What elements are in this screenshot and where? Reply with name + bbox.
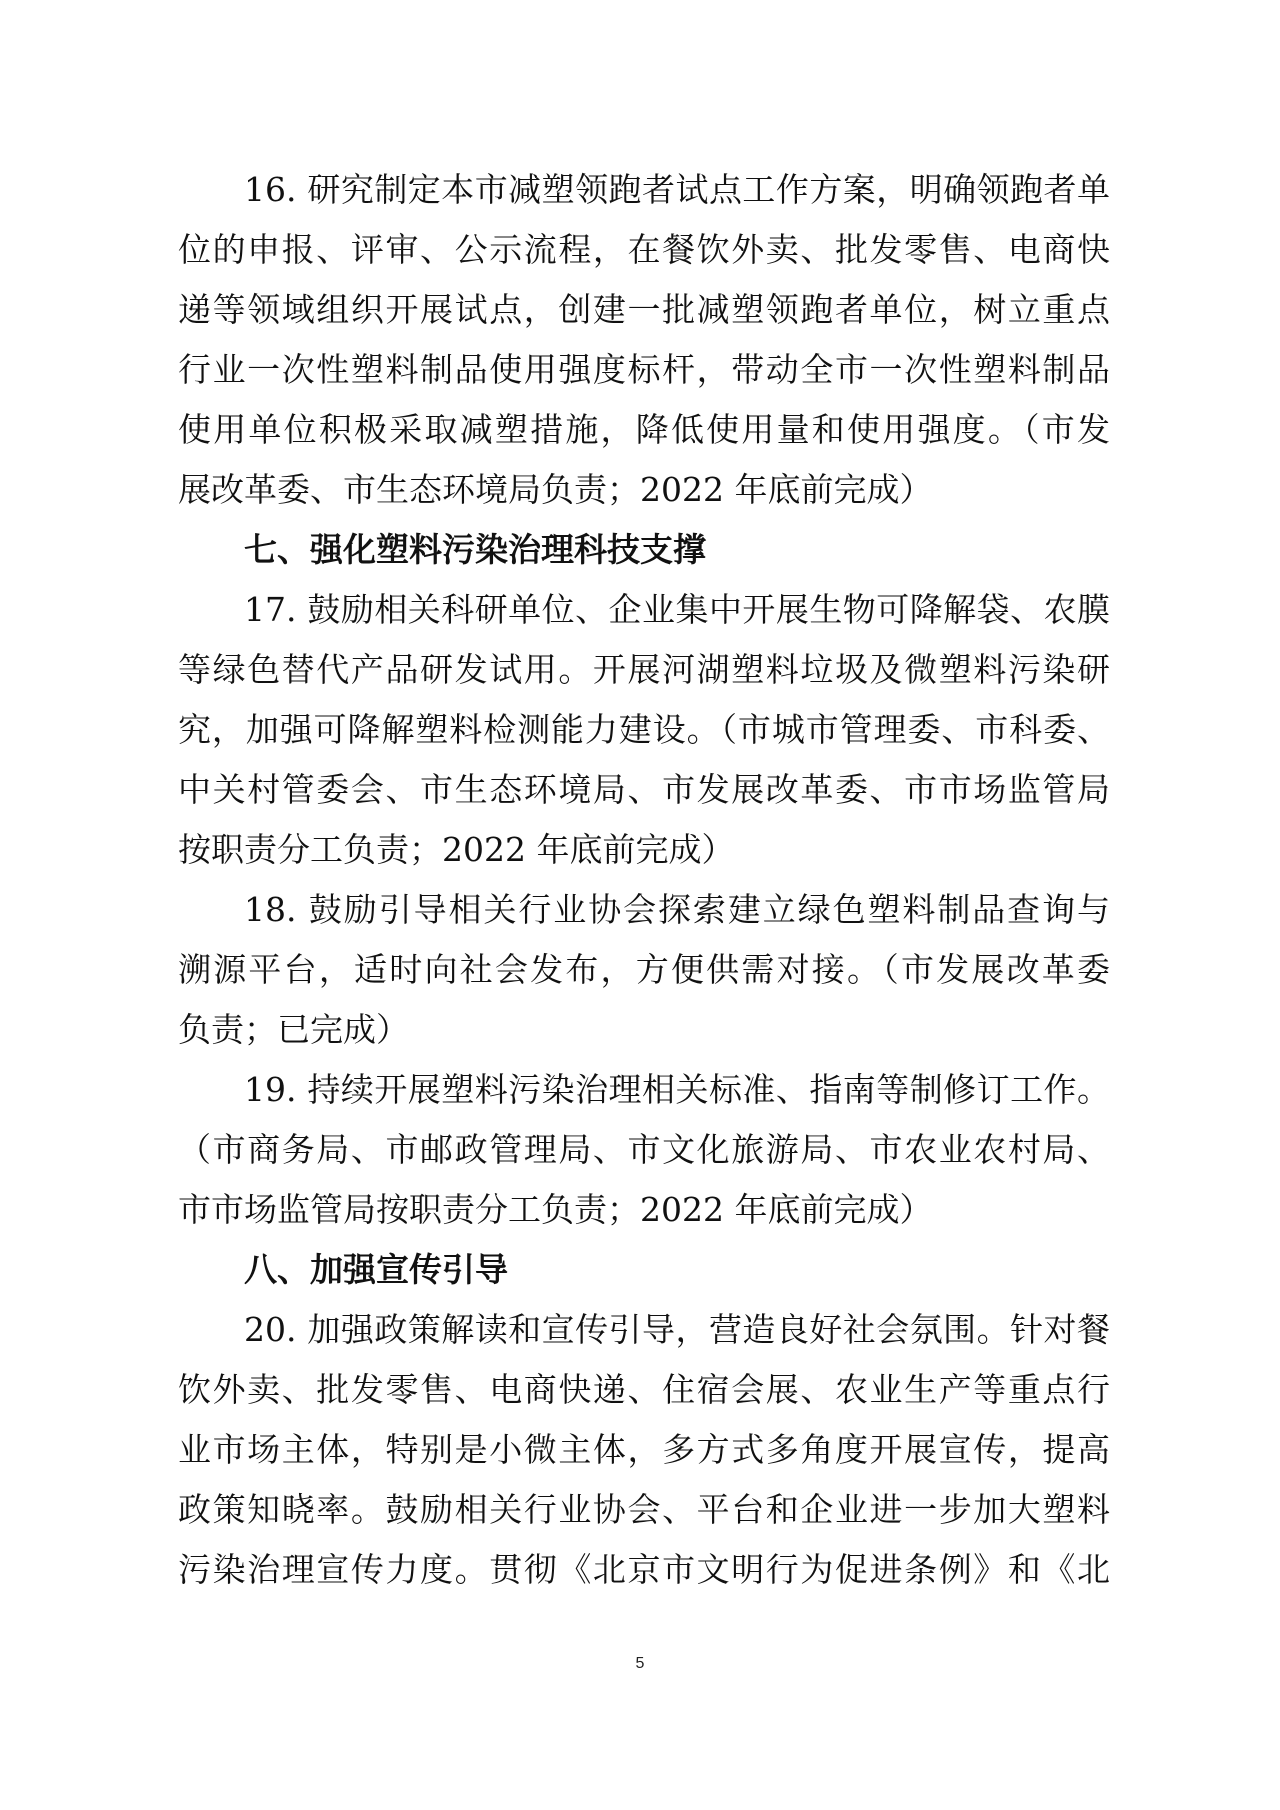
- text-line: 饮外卖、批发零售、电商快递、住宿会展、农业生产等重点行: [178, 1370, 1110, 1409]
- text-line: 中关村管委会、市生态环境局、市发展改革委、市市场监管局: [178, 770, 1110, 809]
- paragraph: [178, 160, 1110, 520]
- text-line: 递等领域组织开展试点，创建一批减塑领跑者单位，树立重点: [178, 290, 1110, 329]
- text-line: 20. 加强政策解读和宣传引导，营造良好社会氛围。针对餐: [244, 1310, 1110, 1349]
- paragraph: [178, 580, 1110, 880]
- text-line: 展改革委、市生态环境局负责；2022 年底前完成）: [178, 470, 933, 509]
- page-number: 5: [635, 1655, 645, 1672]
- text-line: 行业一次性塑料制品使用强度标杆，带动全市一次性塑料制品: [178, 350, 1110, 389]
- text-line: 18. 鼓励引导相关行业协会探索建立绿色塑料制品查询与: [244, 890, 1110, 929]
- text-line: 19. 持续开展塑料污染治理相关标准、指南等制修订工作。: [244, 1070, 1110, 1109]
- text-line: 位的申报、评审、公示流程，在餐饮外卖、批发零售、电商快: [178, 230, 1110, 269]
- paragraph: [178, 1300, 1110, 1600]
- text-line: 负责；已完成）: [178, 1010, 409, 1049]
- paragraph: [178, 880, 1110, 1060]
- paragraph: [178, 1060, 1110, 1240]
- text-line: 市市场监管局按职责分工负责；2022 年底前完成）: [178, 1190, 933, 1229]
- text-line: 政策知晓率。鼓励相关行业协会、平台和企业进一步加大塑料: [178, 1490, 1110, 1529]
- text-line: 16. 研究制定本市减塑领跑者试点工作方案，明确领跑者单: [244, 170, 1110, 209]
- document-body: [178, 160, 1110, 1600]
- text-line: 使用单位积极采取减塑措施，降低使用量和使用强度。（市发: [178, 410, 1110, 449]
- text-line: 按职责分工负责；2022 年底前完成）: [178, 830, 735, 869]
- text-line: 污染治理宣传力度。贯彻《北京市文明行为促进条例》和《北: [178, 1550, 1110, 1589]
- text-line: 17. 鼓励相关科研单位、企业集中开展生物可降解袋、农膜: [244, 590, 1110, 629]
- text-line: 溯源平台，适时向社会发布，方便供需对接。（市发展改革委: [178, 950, 1110, 989]
- section-heading: 七、强化塑料污染治理科技支撑: [244, 530, 706, 569]
- text-line: （市商务局、市邮政管理局、市文化旅游局、市农业农村局、: [178, 1130, 1110, 1169]
- text-line: 等绿色替代产品研发试用。开展河湖塑料垃圾及微塑料污染研: [178, 650, 1110, 689]
- text-line: 究，加强可降解塑料检测能力建设。（市城市管理委、市科委、: [178, 710, 1110, 749]
- text-line: 业市场主体，特别是小微主体，多方式多角度开展宣传，提高: [178, 1430, 1110, 1469]
- section-heading: 八、加强宣传引导: [244, 1250, 508, 1289]
